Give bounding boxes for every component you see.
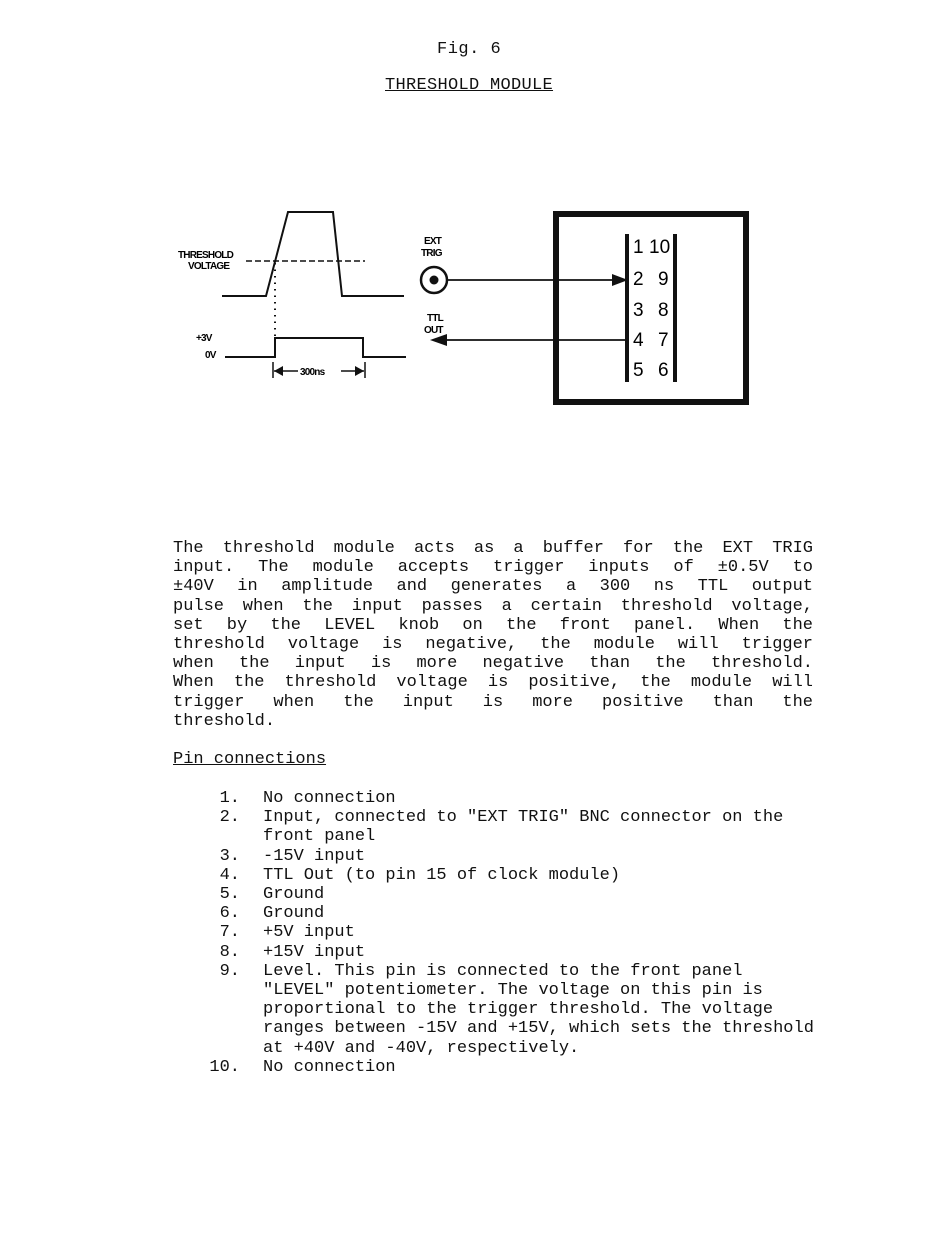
zero-v-label: 0V xyxy=(205,350,216,361)
threshold-module-diagram xyxy=(0,0,950,420)
pin-number: 7. xyxy=(219,923,240,943)
list-item xyxy=(200,885,820,904)
pin-number: 9. xyxy=(219,961,240,981)
list-item xyxy=(200,962,820,1058)
pin-description: -15V input xyxy=(263,846,366,866)
input-waveform xyxy=(222,212,404,296)
pin-description: TTL Out (to pin 15 of clock module) xyxy=(263,865,621,885)
connector-pin-label: 2 xyxy=(633,269,644,290)
list-item xyxy=(200,808,820,846)
list-item xyxy=(200,847,820,866)
threshold-voltage-label-2: VOLTAGE xyxy=(188,261,230,272)
list-item xyxy=(200,943,820,962)
ttl-out-label-1: TTL xyxy=(427,313,443,324)
description-line: When the threshold voltage is positive, the module will xyxy=(173,673,813,693)
description-line: trigger when the input is more positive than the xyxy=(173,692,813,712)
description-line: input. The module accepts trigger inputs of ±0.5V to xyxy=(173,558,813,578)
connector-pins-left xyxy=(633,237,644,381)
pin-description: +15V input xyxy=(263,942,366,962)
description-line: threshold. xyxy=(173,711,276,731)
pin-description: No connection xyxy=(263,1057,396,1077)
pin-description: +5V input xyxy=(263,923,355,943)
pin-number: 6. xyxy=(219,904,240,924)
figure-title: THRESHOLD MODULE xyxy=(385,76,554,95)
ext-trig-label-1: EXT xyxy=(424,236,442,247)
list-item xyxy=(200,1058,820,1077)
connector-pins-right xyxy=(649,237,670,381)
pulse-width-label: 300ns xyxy=(300,367,325,378)
plus3v-label: +3V xyxy=(196,333,212,344)
description-line: The threshold module acts as a buffer for the EXT TRIG xyxy=(173,539,813,558)
description-line: set by the LEVEL knob on the front panel. When the xyxy=(173,615,813,635)
connector-pin-label: 7 xyxy=(658,330,669,351)
connector-pin-label: 3 xyxy=(633,300,644,321)
pin-number: 4. xyxy=(219,865,240,885)
connector-pin-label: 9 xyxy=(658,269,669,290)
pin-number: 3. xyxy=(219,846,240,866)
list-item xyxy=(200,904,820,923)
pin-connections-list xyxy=(200,789,820,1077)
connector-left-bar xyxy=(625,234,629,382)
pin-number: 5. xyxy=(219,885,240,905)
list-item xyxy=(200,866,820,885)
pin-number: 1. xyxy=(219,789,240,808)
pin-description: No connection xyxy=(263,789,396,808)
output-pulse-waveform xyxy=(225,338,406,357)
description-paragraph xyxy=(173,539,813,731)
connector-pin-label: 6 xyxy=(658,360,669,381)
connector-pin-label: 8 xyxy=(658,300,669,321)
pin-number: 8. xyxy=(219,942,240,962)
ext-trig-label-2: TRIG xyxy=(421,248,442,259)
threshold-voltage-label-1: THRESHOLD xyxy=(178,250,234,261)
connector-pin-label: 1 xyxy=(633,237,644,258)
description-line: pulse when the input passes a certain threshold voltage, xyxy=(173,596,813,616)
pin-number: 2. xyxy=(219,808,240,828)
connector-pin-label: 10 xyxy=(649,237,671,258)
pin-number: 10. xyxy=(209,1057,240,1077)
bnc-center-pin xyxy=(430,276,439,285)
pin-description: Ground xyxy=(263,885,325,905)
pin-description: Ground xyxy=(263,904,325,924)
ttl-out-label-2: OUT xyxy=(424,325,443,336)
description-line: ±40V in amplitude and generates a 300 ns TTL output xyxy=(173,577,813,597)
pulse-width-right-arrowhead xyxy=(355,366,364,376)
pin-description: Input, connected to "EXT TRIG" BNC connector on the front panel xyxy=(263,808,784,847)
list-item xyxy=(200,789,820,808)
list-item xyxy=(200,923,820,942)
pin-connections-heading: Pin connections xyxy=(173,750,327,769)
description-line: threshold voltage is negative, the module will trigger xyxy=(173,635,813,655)
pin-description: Level. This pin is connected to the front panel "LEVEL" potentiometer. The voltage on this pin is proportional to the trigger threshold. The voltage ranges between -15V and +15V, which sets the threshold at +40V and -40V, respectively. xyxy=(263,961,814,1058)
description-line: when the input is more negative than the threshold. xyxy=(173,654,813,674)
connector-pin-label: 5 xyxy=(633,360,644,381)
figure-number: Fig. 6 xyxy=(437,40,502,59)
pulse-width-left-arrowhead xyxy=(274,366,283,376)
connector-right-bar xyxy=(673,234,677,382)
connector-pin-label: 4 xyxy=(633,330,644,351)
